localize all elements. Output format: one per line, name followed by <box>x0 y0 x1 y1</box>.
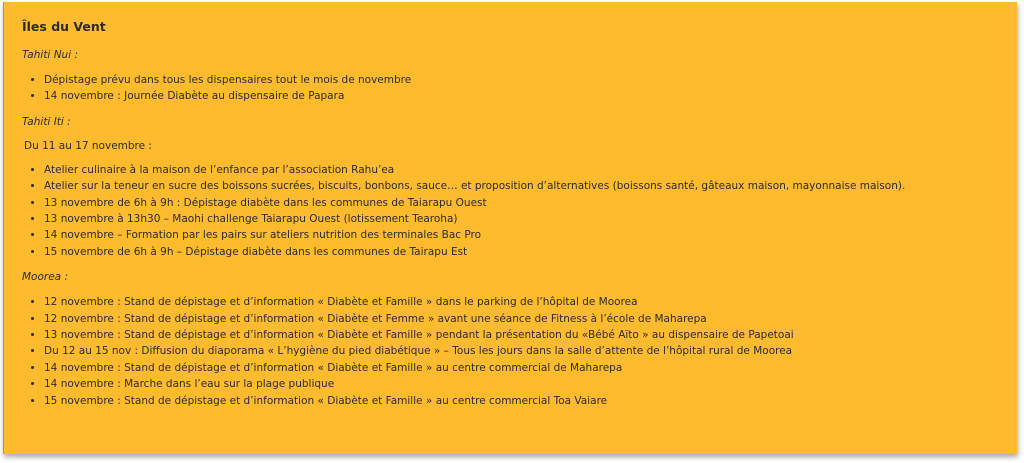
list-item: • Du 12 au 15 nov : Diffusion du diaporama « L’hygiène du pied diabétique » – Tous les jours dans la salle d’attente de l’hôpital rural de Moorea <box>44 343 1017 359</box>
list-moorea <box>22 294 1017 409</box>
list-item: • 14 novembre : Stand de dépistage et d’information « Diabète et Famille » au centre commercial de Maharepa <box>44 360 1017 376</box>
list-item: • Atelier culinaire à la maison de l’enfance par l’association Rahu’ea <box>44 162 1017 178</box>
date-range-tahiti-iti: Du 11 au 17 novembre : <box>24 139 152 152</box>
list-item: • 13 novembre à 13h30 – Maohi challenge Taiarapu Ouest (lotissement Tearoha) <box>44 211 1017 227</box>
list-item: • 14 novembre : Journée Diabète au dispensaire de Papara <box>44 88 1017 104</box>
list-item: • 13 novembre de 6h à 9h : Dépistage diabète dans les communes de Taiarapu Ouest <box>44 195 1017 211</box>
list-item: • 12 novembre : Stand de dépistage et d’information « Diabète et Famille » dans le parking de l’hôpital de Moorea <box>44 294 1017 310</box>
list-item: • Atelier sur la teneur en sucre des boissons sucrées, biscuits, bonbons, sauce… et proposition d’alternatives (boissons santé, gâteaux maison, mayonnaise maison). <box>44 178 1017 194</box>
panel-title: Îles du Vent <box>22 19 106 34</box>
event-panel <box>3 2 1017 454</box>
section-label-moorea: Moorea : <box>22 271 68 284</box>
section-label-tahiti-nui: Tahiti Nui : <box>22 49 78 61</box>
list-tahiti-nui <box>22 72 1017 105</box>
list-item: • 15 novembre : Stand de dépistage et d’information « Diabète et Famille » au centre commercial Toa Vaiare <box>44 393 1017 409</box>
list-tahiti-iti <box>22 162 1017 260</box>
list-item: • 15 novembre de 6h à 9h – Dépistage diabète dans les communes de Tairapu Est <box>44 244 1017 260</box>
list-item: • Dépistage prévu dans tous les dispensaires tout le mois de novembre <box>44 72 1017 88</box>
list-item: • 14 novembre – Formation par les pairs sur ateliers nutrition des terminales Bac Pro <box>44 227 1017 243</box>
section-label-tahiti-iti: Tahiti Iti : <box>22 115 71 128</box>
list-item: • 14 novembre : Marche dans l’eau sur la plage publique <box>44 376 1017 392</box>
list-item: • 13 novembre : Stand de dépistage et d’information « Diabète et Famille » pendant la présentation du «Bébé Aïto » au dispensaire de Papetoai <box>44 327 1017 343</box>
list-item: • 12 novembre : Stand de dépistage et d’information « Diabète et Femme » avant une séance de Fitness à l’école de Maharepa <box>44 311 1017 327</box>
